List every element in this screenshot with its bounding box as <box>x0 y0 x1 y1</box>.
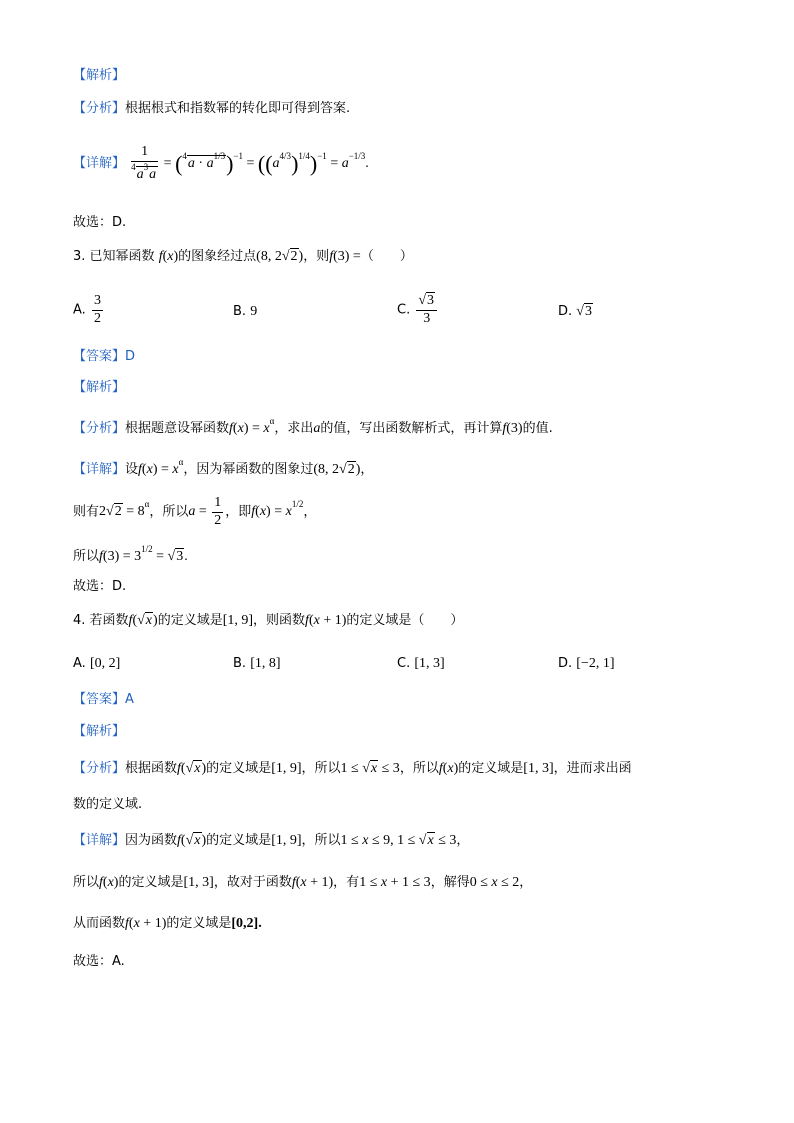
answer-choice-line: 故选：D. <box>73 215 127 230</box>
question-3-stem: 3. 已知幂函数 f(x)的图象经过点(8, 2√2)，则f(3) =（ ） <box>73 249 413 264</box>
analysis-line-q4-cont: 数的定义域. <box>73 797 143 812</box>
analysis-line-q4: 【分析】根据函数f(√x)的定义域是[1, 9]，所以1 ≤ √x ≤ 3，所以f(x)的定义域是[1, 3]，进而求出函 <box>73 761 632 776</box>
jiexi-heading-q3: 【解析】 <box>73 380 126 395</box>
q4-option-a[interactable]: A. [0, 2] <box>73 656 121 671</box>
derivation-line-q3: 则有$2√2 = 8^\alpha$，所以a = $\frac{1}{2}$ ，即$f(x) = x^{1/2}$， <box>73 495 317 528</box>
jiexi-heading: 【解析】 <box>73 68 126 83</box>
q4-option-d[interactable]: D. [−2, 1] <box>558 656 615 671</box>
q3-option-a[interactable]: A. $\frac{3}{2}$ <box>73 293 101 326</box>
q4-option-c[interactable]: C. [1, 3] <box>397 656 445 671</box>
question-4-stem: 4. 若函数f(√x)的定义域是[1, 9]，则函数f(x + 1)的定义域是（ ） <box>73 613 464 628</box>
jiexi-heading-q4: 【解析】 <box>73 724 126 739</box>
answer-choice-line-q3: 故选：D. <box>73 579 127 594</box>
analysis-line-q3: 【分析】根据题意设幂函数$f(x) = x^\alpha$，求出a的值，写出函数解析式，再计算f(3)的值. <box>73 416 553 436</box>
analysis-tag: 【分析】 <box>73 101 126 116</box>
analysis-line <box>73 102 350 115</box>
answer-tag-q3: 【答案】D <box>73 349 136 364</box>
q4-option-b[interactable]: B. [1, 8] <box>233 656 281 671</box>
q3-option-c[interactable]: C. $\frac{√3}{3}$ <box>397 294 439 326</box>
q3-option-d[interactable]: D. √3 <box>558 304 592 319</box>
detail-line-q4: 【详解】因为函数f(√x)的定义域是[1, 9]，所以1 ≤ x ≤ 9, 1 ≤ √x ≤ 3， <box>73 833 470 848</box>
detail-line <box>73 145 369 182</box>
answer-tag-q4: 【答案】A <box>73 692 134 707</box>
result-line-q4: 从而函数f(x + 1)的定义域是[0,2]. <box>73 916 262 931</box>
analysis-text: 根据根式和指数幂的转化即可得到答案. <box>125 101 351 116</box>
q3-option-b[interactable]: B. 9 <box>233 304 258 319</box>
detail-tag: 【详解】 <box>73 155 126 171</box>
answer-choice-line-q4: 故选：A. <box>73 954 125 969</box>
result-line-q3: 所以$f(3) = 3^{1/2} = √3$. <box>73 544 188 564</box>
radical-equation: $\frac{1}{^4a^3a}$ = $(^4a \cdot a^{1/3})^{-1} = ((a^{4/3})^{1/4})^{-1} = a^{-1/3}$. <box>131 144 369 182</box>
detail-line-q3: 【详解】设$f(x) = x^\alpha$，因为幂函数的图象过(8, 2√2)， <box>73 457 374 477</box>
derivation-line-q4: 所以f(x)的定义域是[1, 3]，故对于函数f(x + 1)，有1 ≤ x + 1 ≤ 3，解得0 ≤ x ≤ 2， <box>73 875 533 890</box>
